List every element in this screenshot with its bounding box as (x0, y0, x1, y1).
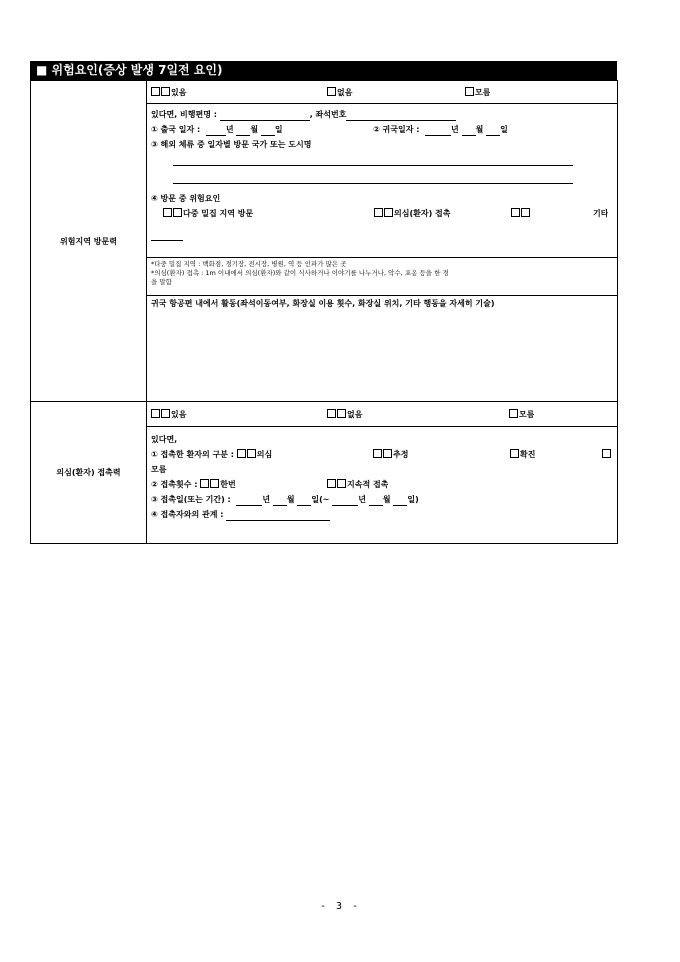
date-end-day[interactable] (393, 496, 407, 506)
departure-day-field[interactable] (261, 126, 275, 136)
checkbox[interactable] (247, 449, 256, 458)
note-contact: *의심(환자) 접촉 : 1m 이내에서 의심(환자)와 같이 식사하거나 이야기를 나누거나, 악수, 포옹 등을 한 경 (151, 269, 449, 277)
contact-if-yes: 있다면, (151, 435, 178, 444)
type-suspect: 의심 (256, 450, 273, 459)
year-label: 년 (358, 495, 367, 504)
checkbox[interactable] (383, 449, 392, 458)
checkbox[interactable] (510, 449, 519, 458)
contact-option-yes: 있음 (171, 410, 187, 419)
checkbox[interactable] (200, 479, 209, 488)
relation-field[interactable] (226, 511, 330, 521)
date-end-month[interactable] (369, 496, 383, 506)
risk-factor-table (30, 80, 618, 544)
month-label: 월 (382, 495, 391, 504)
contact-option-no: 없음 (347, 410, 363, 419)
contact-type-label: ① 접촉한 환자의 구분 : (151, 450, 234, 459)
contact-history-label: 의심(환자) 접촉력 (31, 402, 147, 544)
note-contact-cont: 을 말함 (151, 278, 172, 286)
checkbox[interactable] (327, 409, 336, 418)
travel-history-label: 위험지역 방문력 (31, 81, 147, 402)
checkbox[interactable] (173, 208, 182, 217)
checkbox[interactable] (161, 87, 170, 96)
month-label: 월 (286, 495, 295, 504)
date-start-month[interactable] (273, 496, 287, 506)
return-day-field[interactable] (486, 126, 500, 136)
checkbox[interactable] (337, 409, 346, 418)
date-mid-label: 일(~ (311, 495, 330, 504)
checkbox[interactable] (327, 479, 336, 488)
year-label: 년 (225, 125, 234, 134)
checkbox[interactable] (163, 208, 172, 217)
checkbox[interactable] (210, 479, 219, 488)
checkbox[interactable] (161, 409, 170, 418)
risk-contact: 의심(환자) 접촉 (394, 209, 451, 218)
risk-title: ④ 방문 중 위험요인 (151, 194, 221, 203)
option-no: 없음 (337, 88, 353, 97)
type-unknown: 모름 (151, 465, 167, 474)
month-label: 월 (250, 125, 259, 134)
checkbox[interactable] (511, 208, 520, 217)
return-month-field[interactable] (462, 126, 476, 136)
date-start-day[interactable] (297, 496, 311, 506)
flight-field[interactable] (220, 111, 310, 121)
checkbox[interactable] (237, 449, 246, 458)
return-year-field[interactable] (425, 126, 451, 136)
checkbox[interactable] (373, 449, 382, 458)
checkbox[interactable] (602, 449, 611, 458)
countries-label: ③ 해외 체류 중 일자별 방문 국가 또는 도시명 (151, 140, 312, 149)
departure-label: ① 출국 일자 : (151, 125, 201, 134)
risk-crowded: 다중 밀집 지역 방문 (183, 209, 254, 218)
checkbox[interactable] (327, 87, 336, 96)
checkbox[interactable] (384, 208, 393, 217)
date-end-label: 일) (407, 495, 419, 504)
type-presumed: 추정 (393, 450, 409, 459)
checkbox[interactable] (465, 87, 474, 96)
checkbox[interactable] (374, 208, 383, 217)
note-crowded: *다중 밀집 지역 : 백화점, 경기장, 전시장, 병원, 역 등 인파가 많은 곳 (151, 260, 347, 268)
type-confirmed: 확진 (520, 450, 536, 459)
contact-relation-label: ④ 접촉자와의 관계 : (151, 510, 224, 519)
month-label: 월 (475, 125, 484, 134)
departure-year-field[interactable] (206, 126, 226, 136)
checkbox[interactable] (509, 409, 518, 418)
count-continuous: 지속적 접촉 (347, 480, 389, 489)
contact-count-label: ② 접촉횟수 : (151, 480, 198, 489)
checkbox[interactable] (521, 208, 530, 217)
year-label: 년 (451, 125, 459, 134)
other-field[interactable] (151, 231, 183, 241)
risk-other: 기타 (593, 209, 609, 218)
airport-activity-label: 귀국 항공편 내에서 활동(좌석이동여부, 화장실 이용 횟수, 화장실 위치, 기타 행동을 자세히 기술) (151, 299, 495, 308)
departure-month-field[interactable] (236, 126, 250, 136)
option-yes: 있음 (171, 88, 187, 97)
checkbox[interactable] (151, 409, 160, 418)
count-once: 한번 (220, 480, 236, 489)
contact-option-unknown: 모름 (519, 410, 535, 419)
checkbox[interactable] (151, 87, 160, 96)
page-number: - 3 - (319, 901, 361, 912)
year-label: 년 (262, 495, 271, 504)
seat-label: , 좌석번호 (309, 110, 347, 119)
contact-date-label: ③ 접촉일(또는 기간) : (151, 495, 231, 504)
checkbox[interactable] (337, 479, 346, 488)
day-label: 일 (274, 125, 283, 134)
day-label: 일 (500, 125, 508, 134)
date-start-year[interactable] (236, 496, 262, 506)
seat-field[interactable] (346, 111, 456, 121)
option-unknown: 모름 (475, 88, 491, 97)
date-end-year[interactable] (332, 496, 358, 506)
section-title: ■ 위험요인(증상 발생 7일전 요인) (30, 61, 617, 80)
return-label: ② 귀국일자 : (373, 125, 420, 134)
flight-label: 있다면, 비행편명 : (151, 110, 217, 119)
